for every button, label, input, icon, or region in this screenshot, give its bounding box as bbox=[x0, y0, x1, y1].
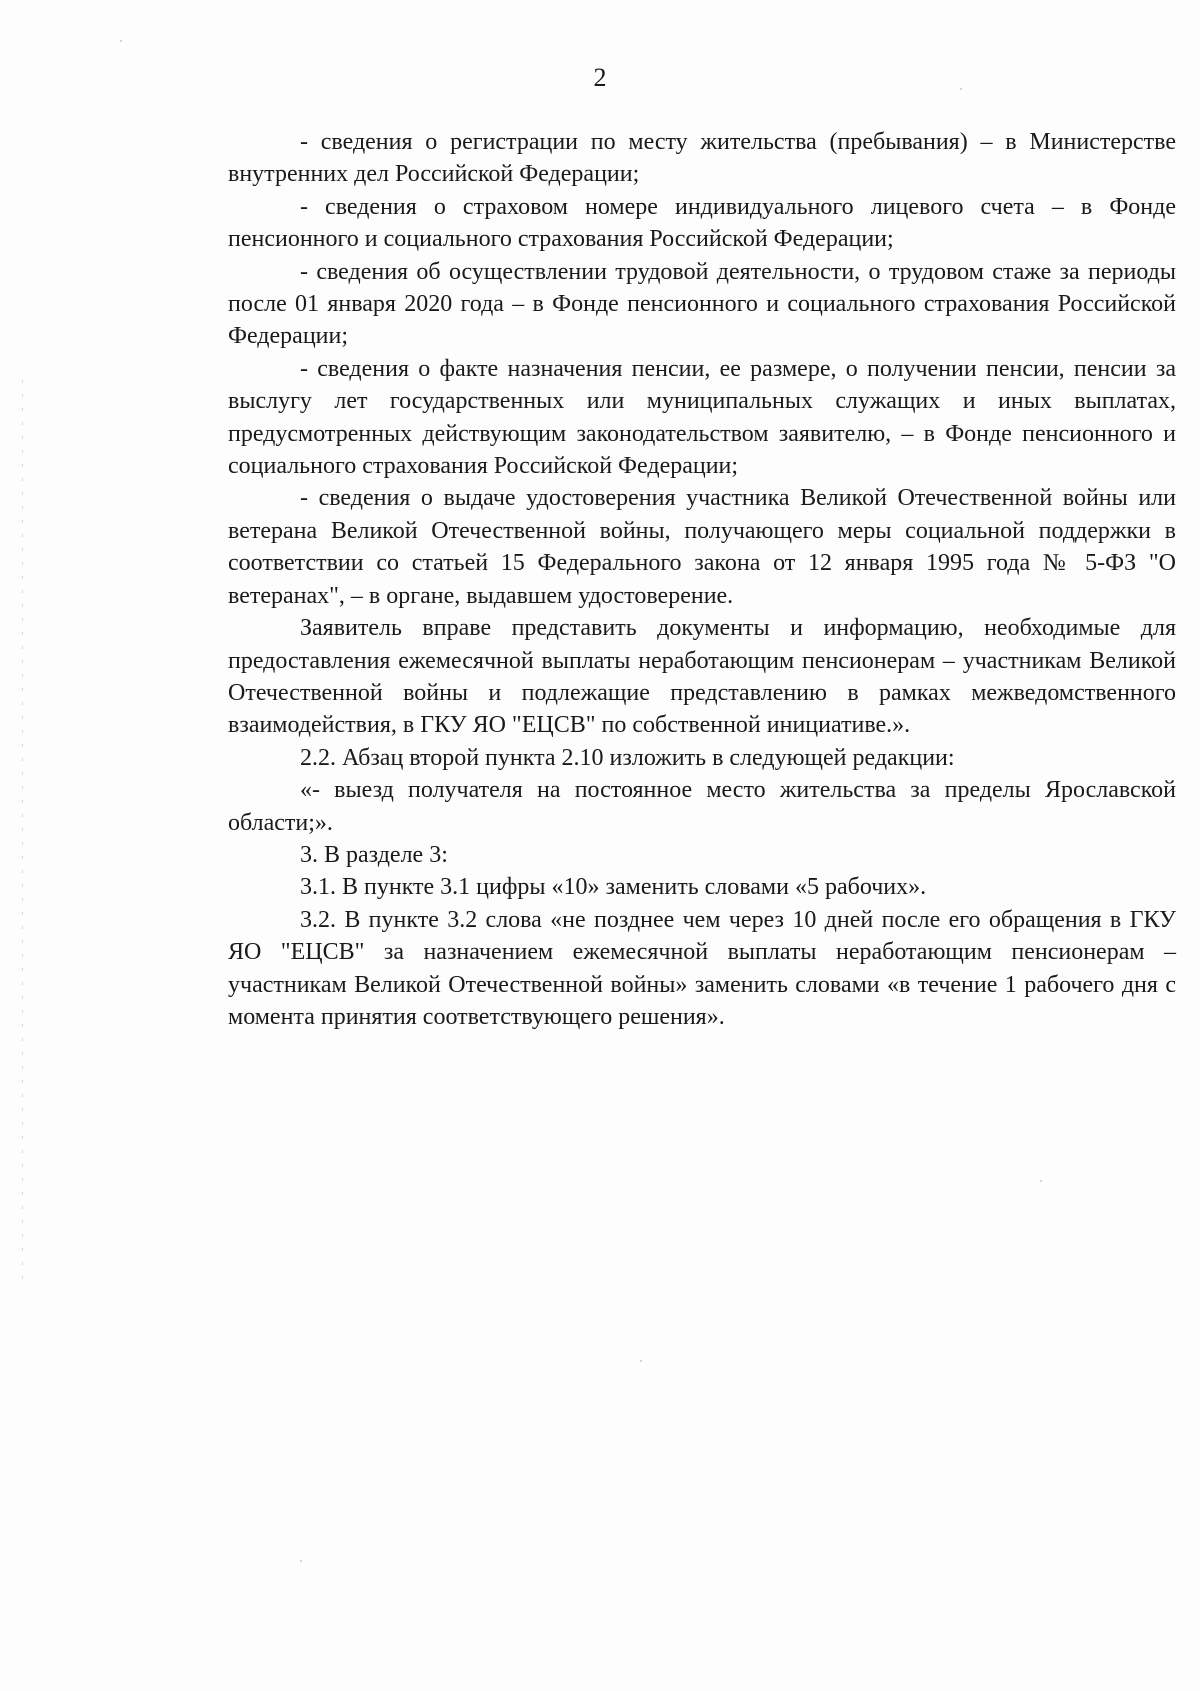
scan-speck bbox=[300, 1560, 302, 1562]
scan-speck bbox=[120, 40, 122, 42]
paragraph-insurance-number: - сведения о страховом номере индивидуального лицевого счета – в Фонде пенсионного и социального страхования Российской Федерации; bbox=[228, 193, 1176, 253]
paragraph-veteran-certificate: - сведения о выдаче удостоверения участника Великой Отечественной войны или ветерана Великой Отечественной войны, получающего меры социальной поддержки в соответствии со статьей 15 Федерального закона от 12 января 1995 года № 5-ФЗ "О ветеранах", – в органе, выдавшем удостоверение. bbox=[228, 485, 1176, 609]
paragraph-item-2-2: 2.2. Абзац второй пункта 2.10 изложить в следующей редакции: bbox=[300, 744, 955, 771]
paragraph-section-3: 3. В разделе 3: bbox=[300, 841, 448, 868]
scan-speck bbox=[640, 1360, 642, 1362]
scan-binding-artifact bbox=[22, 380, 23, 1280]
paragraph-item-3-1: 3.1. В пункте 3.1 цифры «10» заменить словами «5 рабочих». bbox=[300, 874, 927, 901]
page-number: 2 bbox=[593, 63, 607, 92]
paragraph-pension-info: - сведения о факте назначения пенсии, ее размере, о получении пенсии, пенсии за выслугу лет государственных или муниципальных служащих и иных выплатах, предусмотренных действующим законодательством заявителю, – в Фонде пенсионного и социального страхования Российской Федерации; bbox=[228, 355, 1176, 480]
scan-speck bbox=[1040, 1180, 1042, 1182]
document-body bbox=[228, 126, 1176, 1033]
paragraph-item-3-2: 3.2. В пункте 3.2 слова «не позднее чем через 10 дней после его обращения в ГКУ ЯО "ЕЦСВ" за назначением ежемесячной выплаты неработающим пенсионерам – участникам Великой Отечественной войны» заменить словами «в течение 1 рабочего дня с момента принятия соответствующего решения». bbox=[228, 906, 1176, 1030]
paragraph-labor-activity: - сведения об осуществлении трудовой деятельности, о трудовом стаже за периоды после 01 января 2020 года – в Фонде пенсионного и социального страхования Российской Федерации; bbox=[228, 258, 1176, 350]
paragraph-item-2-2-text: «- выезд получателя на постоянное место жительства за пределы Ярославской области;». bbox=[228, 777, 1176, 836]
paragraph-applicant-right: Заявитель вправе представить документы и информацию, необходимые для предоставления ежемесячной выплаты неработающим пенсионерам – участникам Великой Отечественной войны и подлежащие представлению в рамках межведомственного взаимодействия, в ГКУ ЯО "ЕЦСВ" по собственной инициативе.». bbox=[228, 615, 1176, 739]
paragraph-registration-info: - сведения о регистрации по месту жительства (пребывания) – в Министерстве внутренних дел Российской Федерации; bbox=[228, 129, 1176, 188]
